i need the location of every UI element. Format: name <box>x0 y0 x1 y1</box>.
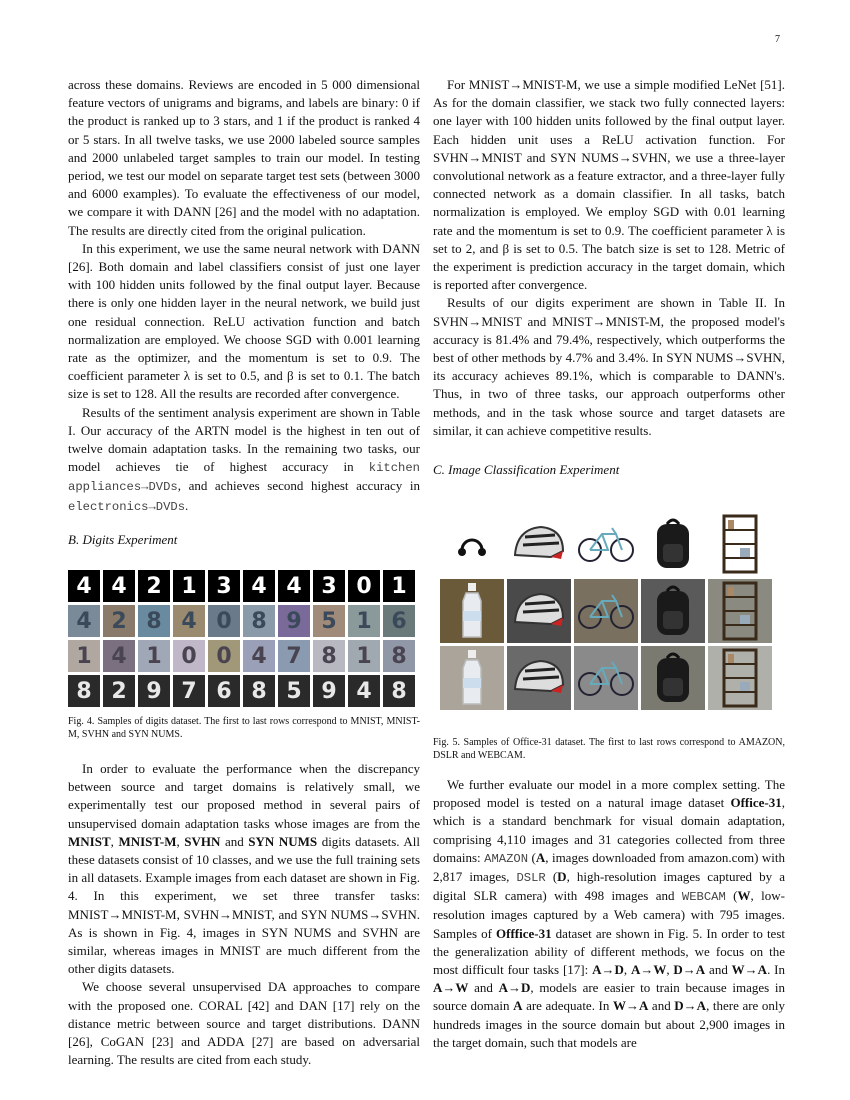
backpack-icon <box>641 512 705 576</box>
paragraph: For MNIST→MNIST-M, we use a simple modified LeNet [51]. As for the domain classifier, we stack two fully connected layers: one layer with 100 hidden units followed by the final output layer. Each hidden unit uses a ReLU activation function. For SVHN→MNIST and SYN NUMS→SVHN, we use a three-layer convolutional network as a feature extractor, and a three-layer fully connected network as a domain classifier. In all tasks, batch normalization is employed. We employ SGD with 0.01 learning rate and the momentum is set to 0.9. The coefficient parameter λ is set to 2, and β is set to 0.5. The batch size is set to 128. Metric of the experiment is prediction accuracy in the target domain, which is reported after convergence. <box>433 77 785 293</box>
bottle-icon <box>440 579 504 643</box>
section-heading: B. Digits Experiment <box>68 532 178 547</box>
digit-sample: 2 <box>138 570 170 602</box>
digit-sample: 9 <box>278 605 310 637</box>
digit-sample: 0 <box>208 640 240 672</box>
digit-sample: 4 <box>278 570 310 602</box>
digit-sample: 5 <box>313 605 345 637</box>
figure-5-office31 <box>440 512 772 710</box>
digit-sample: 3 <box>208 570 240 602</box>
digit-sample: 4 <box>348 675 380 707</box>
digit-sample: 5 <box>278 675 310 707</box>
figure-4-caption: Fig. 4. Samples of digits dataset. The first to last rows correspond to MNIST, MNIST-M, SVHN and SYN NUMS. <box>68 716 420 740</box>
digit-sample: 1 <box>348 640 380 672</box>
helmet-icon <box>507 512 571 576</box>
digit-sample: 8 <box>138 605 170 637</box>
digit-sample: 6 <box>383 605 415 637</box>
paragraph: Results of the sentiment analysis experiment are shown in Table I. Our accuracy of the ARTN model is the highest in ten out of twelve domain adaptation tasks. In the remaining two tasks, our model achieves tie of highest accuracy in kitchen appliances→DVDs, and achieves second highest accuracy in electronics→DVDs. <box>68 404 420 514</box>
digit-sample: 9 <box>138 675 170 707</box>
digit-sample: 4 <box>68 570 100 602</box>
digit-sample: 1 <box>383 570 415 602</box>
digit-sample: 4 <box>103 640 135 672</box>
section-heading: C. Image Classification Experiment <box>433 462 620 477</box>
left-column-lower <box>68 760 420 1069</box>
digit-sample: 0 <box>348 570 380 602</box>
helmet-icon <box>507 579 571 643</box>
digit-sample: 8 <box>383 675 415 707</box>
digit-sample: 8 <box>243 675 275 707</box>
figure-5-caption: Fig. 5. Samples of Office-31 dataset. The first to last rows correspond to AMAZON, DSLR and WEBCAM. <box>433 737 785 761</box>
bottle-icon <box>440 646 504 710</box>
page-number: 7 <box>775 34 780 45</box>
office-sample-grid <box>440 512 772 710</box>
left-column <box>68 76 420 516</box>
paragraph: In this experiment, we use the same neural network with DANN [26]. Both domain and label classifiers consist of just one layer with 100 hidden units followed by the final output layer. Because there is only one hidden layer in the neural network, we build just one residual connection. ReLU activation function and batch normalization are employed. We choose SGD with 0.001 learning rate as the optimizer, and the momentum is set to 0.9. The coefficient parameter λ is set to 0.5, and β is set to 0.1. The batch size is set to 128. All the results are recorded after convergence. <box>68 240 420 402</box>
bookcase-icon <box>708 512 772 576</box>
bicycle-icon <box>574 579 638 643</box>
headphones-icon <box>440 512 504 576</box>
backpack-icon <box>641 579 705 643</box>
figure-4-digits <box>68 570 415 707</box>
right-column <box>433 76 785 440</box>
digit-sample-grid <box>68 570 415 707</box>
backpack-icon <box>641 646 705 710</box>
digit-sample: 4 <box>173 605 205 637</box>
digit-sample: 1 <box>138 640 170 672</box>
digit-sample: 3 <box>313 570 345 602</box>
bookcase-icon <box>708 579 772 643</box>
digit-sample: 1 <box>68 640 100 672</box>
digit-sample: 1 <box>348 605 380 637</box>
digit-sample: 7 <box>278 640 310 672</box>
digit-sample: 4 <box>68 605 100 637</box>
digit-sample: 2 <box>103 605 135 637</box>
digit-sample: 8 <box>243 605 275 637</box>
right-column-lower <box>433 776 785 1052</box>
paragraph: Results of our digits experiment are shown in Table II. In SVHN→MNIST and MNIST→MNIST-M, the proposed model's accuracy is 81.4% and 79.4%, respectively, which outperforms the best of other methods by 4.7% and 3.4%. In SYN NUMS→SVHN, its accuracy achieves 89.1%, which is comparable to DANN's. Thus, in two of three tasks, our approach outperforms other methods, and in the task whose source and target datasets are similar, it can achieve competitive results. <box>433 295 785 438</box>
digit-sample: 2 <box>103 675 135 707</box>
digit-sample: 1 <box>173 570 205 602</box>
paragraph: In order to evaluate the performance when the discrepancy between source and target domains is relatively small, we experimentally test our proposed method in several pairs of unsupervised domain adaptation tasks whose images are from the MNIST, MNIST-M, SVHN and SYN NUMS digits datasets. All these datasets consist of 10 classes, and we use the full training sets in all datasets. Example images from each dataset are shown in Fig. 4. In this experiment, we set three transfer tasks: MNIST→MNIST-M, SVHN→MNIST, and SYN NUMS→SVHN. As is shown in Fig. 4, images in SYN NUMS and SVHN are similar, whereas images in MNIST are much different from the other digits datasets. <box>68 761 420 977</box>
bookcase-icon <box>708 646 772 710</box>
digit-sample: 6 <box>208 675 240 707</box>
digit-sample: 8 <box>313 640 345 672</box>
digit-sample: 0 <box>208 605 240 637</box>
digit-sample: 4 <box>103 570 135 602</box>
digit-sample: 8 <box>68 675 100 707</box>
bicycle-icon <box>574 646 638 710</box>
helmet-icon <box>507 646 571 710</box>
paragraph: We further evaluate our model in a more complex setting. The proposed model is tested on a natural image dataset Office-31, which is a standard benchmark for visual domain adaptation, comprising 4,110 images and 31 categories collected from three domains: AMAZON (A, images downloaded from amazon.com) with 2,817 images, DSLR (D, high-resolution images captured by a digital SLR camera) with 498 images and WEBCAM (W, low-resolution images captured by a Web camera) with 795 images. Samples of Offfice-31 dataset are shown in Fig. 5. In order to test the generalization ability of different methods, we focus on the most difficult four tasks [17]: A→D, A→W, D→A and W→A. In A→W and A→D, models are easier to train because images in source domain A are adequate. In W→A and D→A, there are only hundreds images in the source domain but about 2,900 images in the target domain, such that models are <box>433 777 786 1050</box>
digit-sample: 7 <box>173 675 205 707</box>
digit-sample: 0 <box>173 640 205 672</box>
paragraph: across these domains. Reviews are encoded in 5 000 dimensional feature vectors of unigrams and bigrams, and labels are binary: 0 if the product is ranked up to 3 stars, and 1 if the product is ranked 4 or 5 stars. In all twelve tasks, we use 2000 labeled source samples and 2000 unlabeled target samples to train our model. In testing period, we test our model on separate target test sets (between 3000 and 6000 examples). To evaluate the effectiveness of our model, we compare it with DANN [26] and the model with no adaptation. The results are directly cited from the original pulication. <box>68 77 420 238</box>
digit-sample: 4 <box>243 570 275 602</box>
digit-sample: 4 <box>243 640 275 672</box>
bicycle-icon <box>574 512 638 576</box>
digit-sample: 8 <box>383 640 415 672</box>
digit-sample: 9 <box>313 675 345 707</box>
paragraph: We choose several unsupervised DA approaches to compare with the proposed one. CORAL [42] and DAN [17] rely on the distance metric between source and target distributions. DANN [26], CoGAN [23] and ADDA [27] are based on adversarial learning. The results are cited from each study. <box>68 979 420 1068</box>
